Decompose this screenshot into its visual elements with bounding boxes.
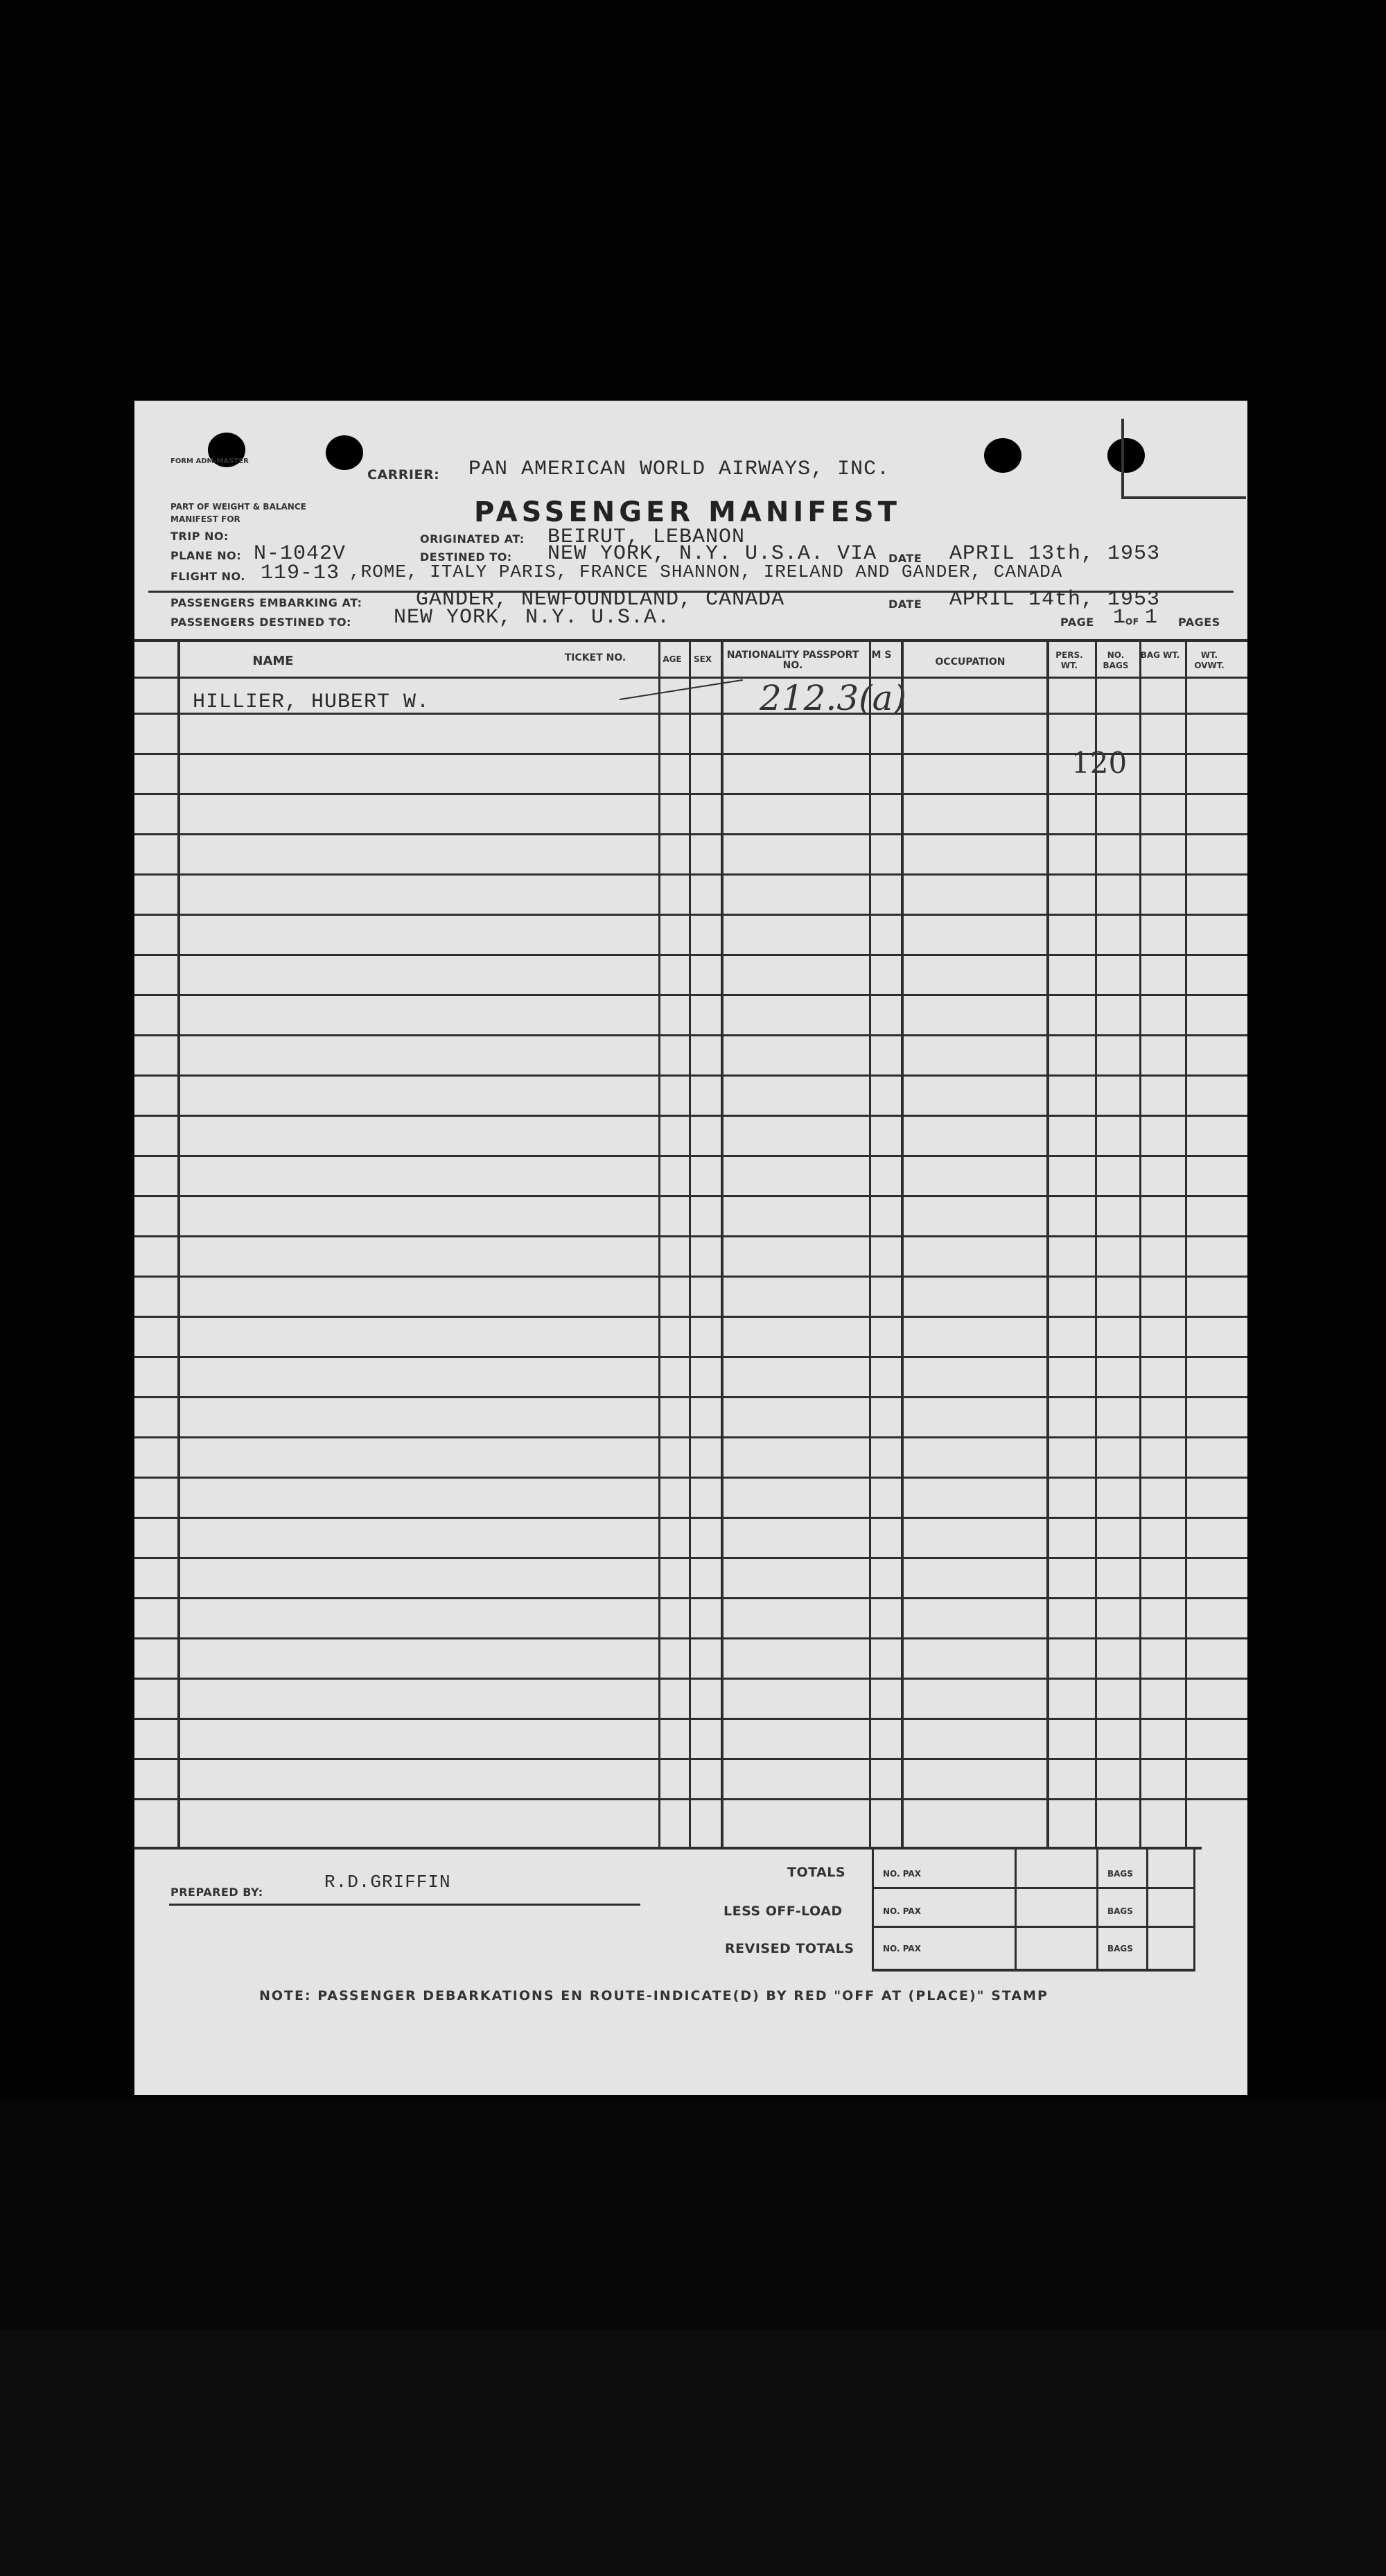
table-column-line: [658, 639, 660, 1847]
corner-stamp-box: [1121, 419, 1246, 499]
totals-box-line: [872, 1926, 1193, 1928]
table-row-line: [134, 1678, 1247, 1680]
no-pax-label: NO. PAX: [883, 1906, 921, 1916]
handwritten-annotation: 212.3(a): [760, 678, 906, 718]
table-row-line: [134, 1195, 1247, 1197]
destined-passengers-label: PASSENGERS DESTINED TO:: [170, 616, 351, 629]
table-column-line: [177, 639, 180, 1847]
totals-box-line: [1146, 1850, 1148, 1972]
table-row-line: [134, 873, 1247, 876]
passenger-name: HILLIER, HUBERT W.: [193, 690, 430, 714]
bags-label: BAGS: [1107, 1906, 1133, 1916]
col-header-pers-wt: PERS. WT.: [1055, 650, 1083, 670]
table-row-line: [134, 1356, 1247, 1358]
table-column-line: [901, 639, 904, 1847]
footer-note: NOTE: PASSENGER DEBARKATIONS EN ROUTE-INDICATE(D) BY RED "OFF AT (PLACE)" STAMP: [259, 1988, 1049, 2003]
table-column-line: [1095, 639, 1097, 1847]
table-column-line: [1185, 639, 1187, 1847]
table-row-line: [134, 1155, 1247, 1157]
col-header-age: AGE: [663, 654, 682, 664]
prepared-by-label: PREPARED BY:: [170, 1886, 263, 1899]
col-header-nationality: NATIONALITY PASSPORT NO.: [726, 650, 859, 671]
totals-box-line: [872, 1887, 1193, 1889]
totals-box-line: [872, 1850, 874, 1972]
trip-no-label: TRIP NO:: [170, 530, 229, 543]
col-header-ms: M S: [871, 650, 892, 661]
table-row-line: [134, 1316, 1247, 1318]
table-bottom-rule: [134, 1847, 1202, 1850]
ticket-strike-line: [620, 679, 743, 700]
via-route-value: ,ROME, ITALY PARIS, FRANCE SHANNON, IRELAND AND GANDER, CANADA: [349, 562, 1063, 582]
table-column-line: [1139, 639, 1141, 1847]
col-header-wt-ovwt: WT. OVWT.: [1194, 650, 1225, 670]
prepared-by-value: R.D.GRIFFIN: [324, 1872, 451, 1892]
table-row-line: [134, 1557, 1247, 1559]
handwritten-weight: 120: [1071, 746, 1128, 780]
plane-no-label: PLANE NO:: [170, 549, 242, 562]
flight-no-label: FLIGHT NO.: [170, 570, 245, 583]
film-band-bottom: [0, 2329, 1386, 2576]
table-row-line: [134, 1718, 1247, 1720]
of-label: OF: [1125, 617, 1139, 627]
table-column-line: [1046, 639, 1049, 1847]
punch-hole: [984, 438, 1021, 473]
page-number: 1: [1113, 606, 1127, 629]
totals-box-line: [1015, 1850, 1017, 1972]
manifest-for-label: MANIFEST FOR: [170, 514, 240, 524]
table-row-line: [134, 1074, 1247, 1077]
no-pax-label: NO. PAX: [883, 1869, 921, 1879]
totals-box-line: [1096, 1850, 1098, 1972]
table-row-line: [134, 1276, 1247, 1278]
totals-box-line: [1193, 1850, 1195, 1972]
page-total: 1: [1145, 606, 1159, 629]
totals-label: TOTALS: [787, 1865, 846, 1880]
manifest-sheet: [134, 401, 1247, 2095]
table-row-line: [134, 1034, 1247, 1036]
page-label: PAGE: [1060, 616, 1094, 629]
less-offload-label: LESS OFF-LOAD: [723, 1904, 843, 1919]
table-header-rule: [134, 677, 1247, 679]
col-header-ticket: TICKET NO.: [564, 652, 626, 663]
date-label: DATE: [888, 552, 922, 565]
table-row-line: [134, 793, 1247, 795]
col-header-name: NAME: [252, 654, 294, 668]
date2-label: DATE: [888, 598, 922, 611]
table-row-line: [134, 833, 1247, 835]
bags-label: BAGS: [1107, 1944, 1133, 1953]
part-of-label: PART OF WEIGHT & BALANCE: [170, 502, 306, 512]
table-column-line: [689, 639, 691, 1847]
form-number: FORM ADM-MASTER: [170, 458, 249, 465]
originated-label: ORIGINATED AT:: [420, 532, 525, 546]
col-header-no-bags: NO. BAGS: [1103, 650, 1129, 670]
destined-value: NEW YORK, N.Y. U.S.A. VIA: [547, 542, 877, 566]
table-top-rule: [134, 639, 1247, 642]
plane-no-value: N-1042V: [254, 542, 346, 566]
table-row-line: [134, 1477, 1247, 1479]
table-row-line: [134, 1235, 1247, 1237]
punch-hole: [326, 435, 363, 470]
table-row-line: [134, 1597, 1247, 1599]
revised-totals-label: REVISED TOTALS: [725, 1941, 854, 1956]
table-column-line: [869, 639, 871, 1847]
table-row-line: [134, 1637, 1247, 1639]
col-header-sex: SEX: [693, 654, 712, 664]
carrier-label: CARRIER:: [367, 467, 440, 482]
carrier-value: PAN AMERICAN WORLD AIRWAYS, INC.: [468, 458, 891, 481]
table-row-line: [134, 914, 1247, 916]
no-pax-label: NO. PAX: [883, 1944, 921, 1953]
flight-no-value: 119-13: [261, 562, 340, 585]
table-column-line: [721, 639, 723, 1847]
col-header-bag-wt: BAG WT.: [1140, 650, 1180, 660]
table-row-line: [134, 1115, 1247, 1117]
totals-box-line: [872, 1969, 1193, 1972]
originated-value: BEIRUT, LEBANON: [547, 525, 746, 549]
table-row-line: [134, 1396, 1247, 1398]
destined-label: DESTINED TO:: [420, 550, 512, 564]
table-row-line: [134, 1798, 1247, 1800]
embarking-label: PASSENGERS EMBARKING AT:: [170, 596, 362, 609]
date2-value: APRIL 14th, 1953: [949, 588, 1161, 611]
table-row-line: [134, 1436, 1247, 1438]
prepared-by-underline: [169, 1904, 640, 1906]
table-row-line: [134, 1517, 1247, 1519]
table-row-line: [134, 954, 1247, 956]
embarking-value: GANDER, NEWFOUNDLAND, CANADA: [416, 588, 785, 611]
col-header-occupation: OCCUPATION: [935, 656, 1006, 668]
table-row-line: [134, 994, 1247, 996]
film-band-lower: [0, 2100, 1386, 2329]
date-value: APRIL 13th, 1953: [949, 542, 1161, 566]
pages-label: PAGES: [1178, 616, 1220, 629]
table-row-line: [134, 1758, 1247, 1760]
manifest-title: PASSENGER MANIFEST: [474, 496, 901, 528]
destined-passengers-value: NEW YORK, N.Y. U.S.A.: [394, 606, 671, 629]
bags-label: BAGS: [1107, 1869, 1133, 1879]
